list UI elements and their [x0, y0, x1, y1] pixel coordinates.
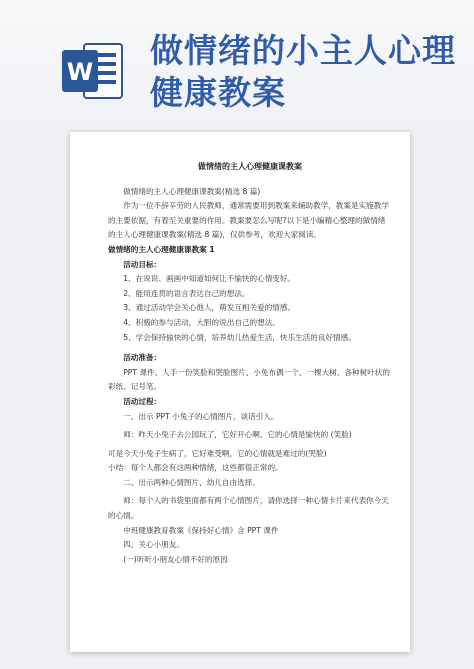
- document-paragraph: 小结：每个人都会有这两种情绪，这些都很正常的。: [108, 463, 283, 473]
- document-paragraph: 一、出示 PPT 小兔子的心情图片，谈话引入。: [123, 411, 279, 421]
- document-paragraph: 活动过程：: [123, 396, 162, 406]
- document-paragraph: 活动准备：: [123, 353, 162, 363]
- document-title: 做情绪的主人心理健康课教案: [198, 162, 302, 171]
- document-paragraph: 作为一位不辞辛劳的人民教师，通常需要用到教案来辅助教学，教案是实施教学的主要依据，有着至关重要的作用。教案要怎么写呢?以下是小编精心整理的做情绪的主人心理健康课教案(精选 8 篇)，仅供参考，欢迎大家阅读。: [108, 201, 389, 240]
- document-body: [108, 160, 392, 567]
- document-paragraph: 做情绪的主人心理健康课教案(精选 8 篇): [123, 186, 261, 196]
- document-paragraph: 活动目标：: [123, 259, 162, 269]
- document-paragraph: 四、关心小朋友。: [123, 540, 184, 550]
- word-document-icon: [60, 38, 126, 104]
- document-paragraph: PPT 课件、人手一份笑脸和哭脸图片、小免布偶一个、一棵大树、各种树叶状的彩纸、记号笔。: [108, 367, 390, 392]
- document-paragraph: 3、通过活动学会关心他人，萌发互相关爱的情感。: [123, 303, 296, 313]
- document-paragraph: 做情绪的主人心理健康课教案 1: [108, 244, 215, 254]
- document-paragraph: 5、学会保持愉快的心情，培养幼儿热爱生活，快乐生活的良好情感。: [123, 332, 356, 342]
- document-paragraph: 中班健康教育教案《保持好心情》含 PPT 课件: [123, 525, 279, 535]
- document-paragraph: 4、积极的参与活动，大胆的说出自己的想法。: [123, 317, 280, 327]
- document-paragraph: 2、能用连贯的语言表达自己的想法。: [123, 288, 250, 298]
- document-paragraph: 二、出示两种心情图片，幼儿自由选择。: [123, 477, 260, 487]
- word-logo-letter: W: [66, 58, 94, 86]
- document-paragraph: 1、在说说、画画中知道如何让不愉快的心情变好。: [123, 274, 296, 284]
- document-paragraph: 可是今天小兔子生病了，它好难受啊，它的心情就是难过的(哭脸): [108, 448, 327, 458]
- document-paragraph: 师：每个人的书袋里面都有两个心情图片，请你选择一种心情卡片来代表你今天的心情。: [108, 496, 389, 521]
- document-page: [70, 132, 410, 652]
- document-paragraph: (一)听听小朋友心情不好的原因: [123, 554, 228, 564]
- document-paragraph: 师：昨天小兔子去公园玩了，它好开心啊，它的心情是愉快的 (笑脸): [123, 430, 352, 440]
- page-title: 做情绪的小主人心理健康教案: [150, 31, 456, 112]
- document-paragraphs: [108, 185, 392, 568]
